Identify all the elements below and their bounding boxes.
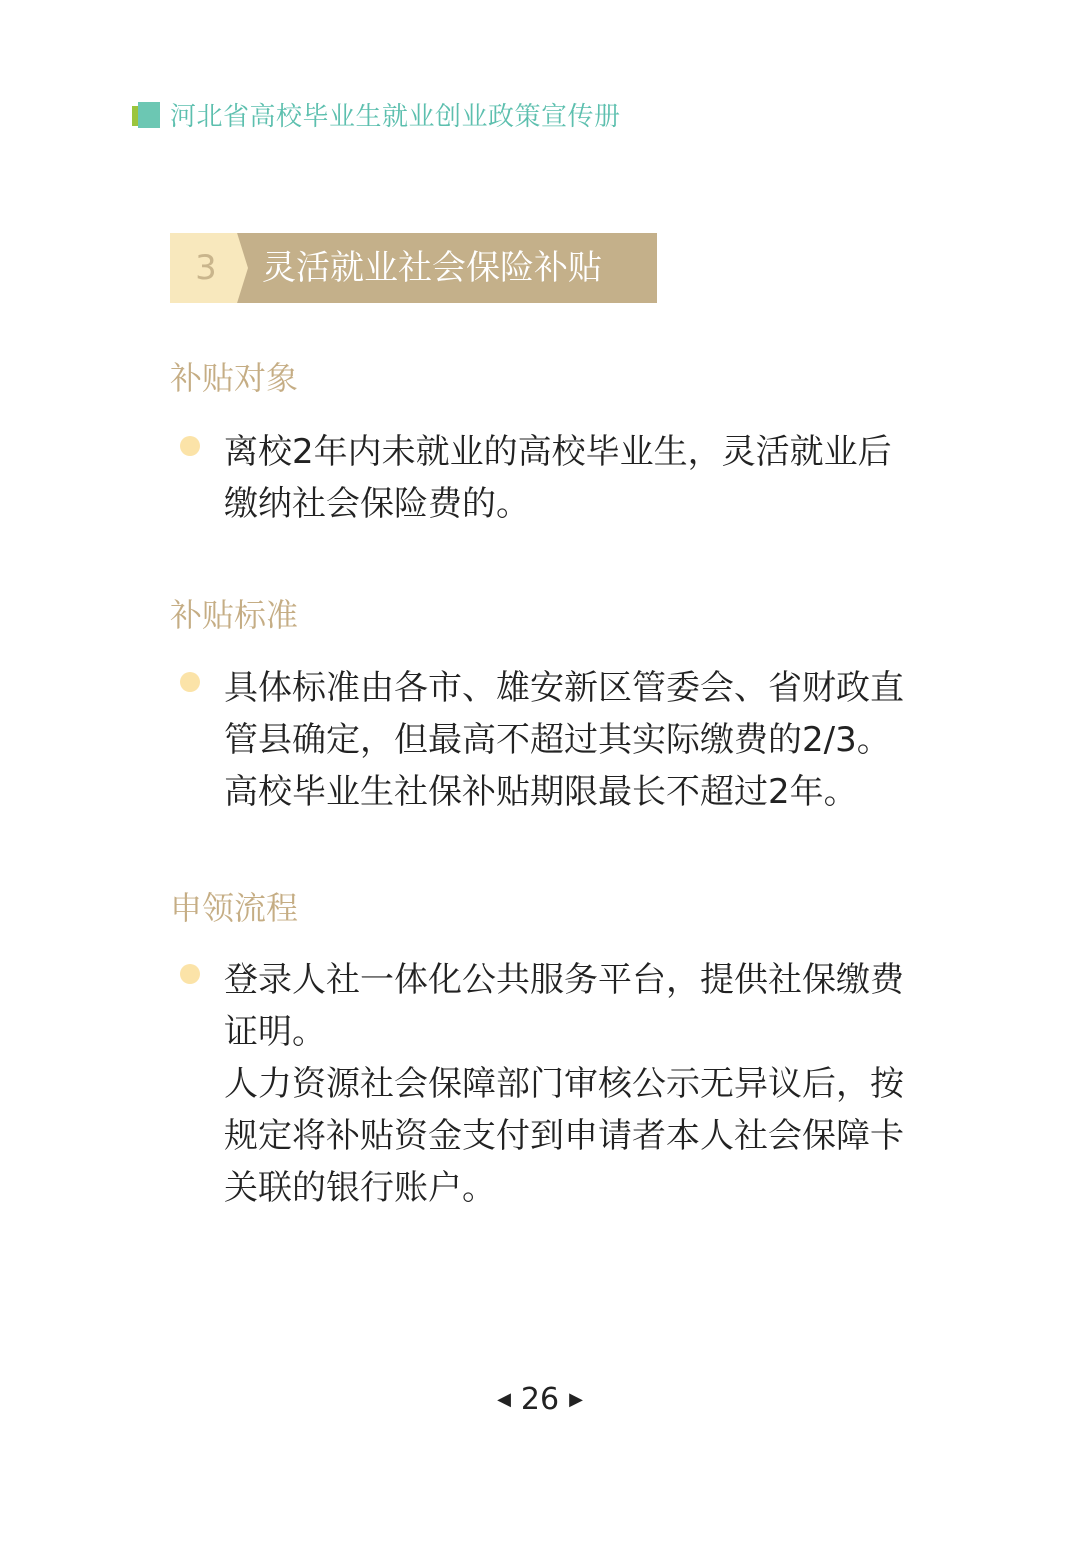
text-line: 证明。: [224, 1012, 326, 1052]
text-line: 规定将补贴资金支付到申请者本人社会保障卡: [224, 1116, 904, 1156]
text-line: 高校毕业生社保补贴期限最长不超过2年。: [224, 772, 858, 812]
text-line: 关联的银行账户。: [224, 1168, 496, 1208]
text-line: 具体标准由各市、雄安新区管委会、省财政直: [224, 668, 904, 708]
subhead-process: 申领流程: [170, 889, 299, 927]
page-number-value: 26: [520, 1382, 560, 1417]
bullet-dot-icon: [180, 964, 200, 984]
bullet-text: [224, 954, 960, 1214]
bullet-text: [224, 662, 960, 818]
bullet-dot-icon: [180, 672, 200, 692]
text-line: 缴纳社会保险费的。: [224, 484, 530, 524]
bullet-dot-icon: [180, 436, 200, 456]
subhead-target: 补贴对象: [170, 359, 299, 397]
triangle-left-icon: ◀: [497, 1389, 511, 1410]
page-header: [132, 94, 621, 134]
brochure-title: 河北省高校毕业生就业创业政策宣传册: [170, 101, 621, 132]
text-line: 管县确定，但最高不超过其实际缴费的2/3。: [224, 720, 891, 760]
text-line: 登录人社一体化公共服务平台，提供社保缴费: [224, 960, 904, 1000]
text-line: 离校2年内未就业的高校毕业生，灵活就业后: [224, 432, 892, 472]
section-title: 灵活就业社会保险补贴: [262, 248, 602, 288]
text-line: 人力资源社会保障部门审核公示无异议后，按: [224, 1064, 904, 1104]
brochure-logo-icon: [132, 98, 162, 130]
subhead-standard: 补贴标准: [170, 596, 299, 634]
triangle-right-icon: ▶: [569, 1389, 583, 1410]
bullet-text: [224, 426, 960, 530]
section-number: 3: [195, 248, 217, 288]
page-number: [0, 1382, 1080, 1417]
section-banner: [170, 233, 657, 303]
